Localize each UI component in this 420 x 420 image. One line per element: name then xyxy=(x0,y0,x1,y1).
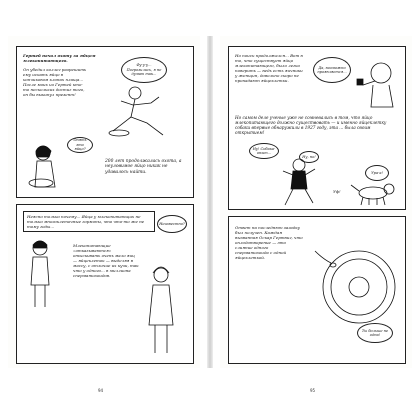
caption: Но самом деле ученые уже не сомневались в том, что яйцо млекопитающего должно существовать — и именно яйцеклетку собаки впервые обнаружили в 1927 году, эта ... была своим открытием! xyxy=(235,115,387,135)
speech-bubble: Неизвестно? xyxy=(157,215,187,233)
speech-bubble: Фу-у-у... Погрозились, я не думаю так... xyxy=(121,57,167,83)
egg-cell-illustration xyxy=(309,237,399,337)
pipe-smoker-figure xyxy=(353,55,403,109)
woman-figure xyxy=(141,265,181,357)
speech-bubble: Ура-а! xyxy=(365,165,389,181)
dog-figure xyxy=(349,181,399,207)
man-figure xyxy=(27,239,53,309)
right-page xyxy=(220,36,412,393)
dog-sound: Уф! xyxy=(333,189,341,194)
page-number: 95 xyxy=(310,388,316,393)
speech-bubble: Ну! Собака-опыт... xyxy=(249,143,279,159)
speech-bubble: Ну, но! xyxy=(299,151,319,163)
speech-bubble: Ты больше не одна! xyxy=(357,323,393,343)
left-page xyxy=(8,36,200,393)
book-spine xyxy=(207,36,213,368)
page-number: 94 xyxy=(98,388,104,393)
caption: Гертей начал охоту за яйцом млекопитающего. xyxy=(23,53,96,63)
dancing-man-figure xyxy=(281,157,317,207)
right-bottom-panel xyxy=(228,216,406,364)
woman-with-pan-figure xyxy=(25,143,69,191)
running-scientist-figure xyxy=(93,83,183,143)
left-top-panel xyxy=(16,46,194,198)
caption: Он убедил коллег разрешить ему искать яйцо в копчиковом клонах плаща... После моих из Гертей кто-то нескольких достиг того, он бы выкинул презент! xyxy=(23,67,87,97)
right-top-panel xyxy=(228,46,406,210)
caption: Млекопитающие «отказываются» отыскивать очень мало яиц — яйцеклеток — выделяя в массу, с отличие их кучи, так что у одного... в миллиона сперматозоидов. xyxy=(73,243,139,278)
caption: Но поиск продолжался... Вот в то, что существует яйцо млекопитающего, было легко поверить — ведь есть яичники у женщин, довольно скоро не пропадают яйцеклетки. xyxy=(235,53,303,83)
speech-bubble: Опять это яйцо? xyxy=(67,137,93,153)
caption: 200 лет продолжалась охота, а неуловимое яйцо никак не удавалось найти. xyxy=(105,159,182,175)
left-bottom-panel xyxy=(16,204,194,364)
caption: Ответ на последнюю загадку был получен. Каждая вызванная Оскар Гертвиг, что оплодотворение — это слияние одного сперматозоида с одной яйцеклеткой. xyxy=(235,225,303,260)
speech-bubble: Да, возможно проявляется... xyxy=(313,57,351,83)
caption: Неясно только почему... Яйца у млекопитающих не только многоклеточные гормоны, что что-то же не тому годы... xyxy=(23,211,155,232)
